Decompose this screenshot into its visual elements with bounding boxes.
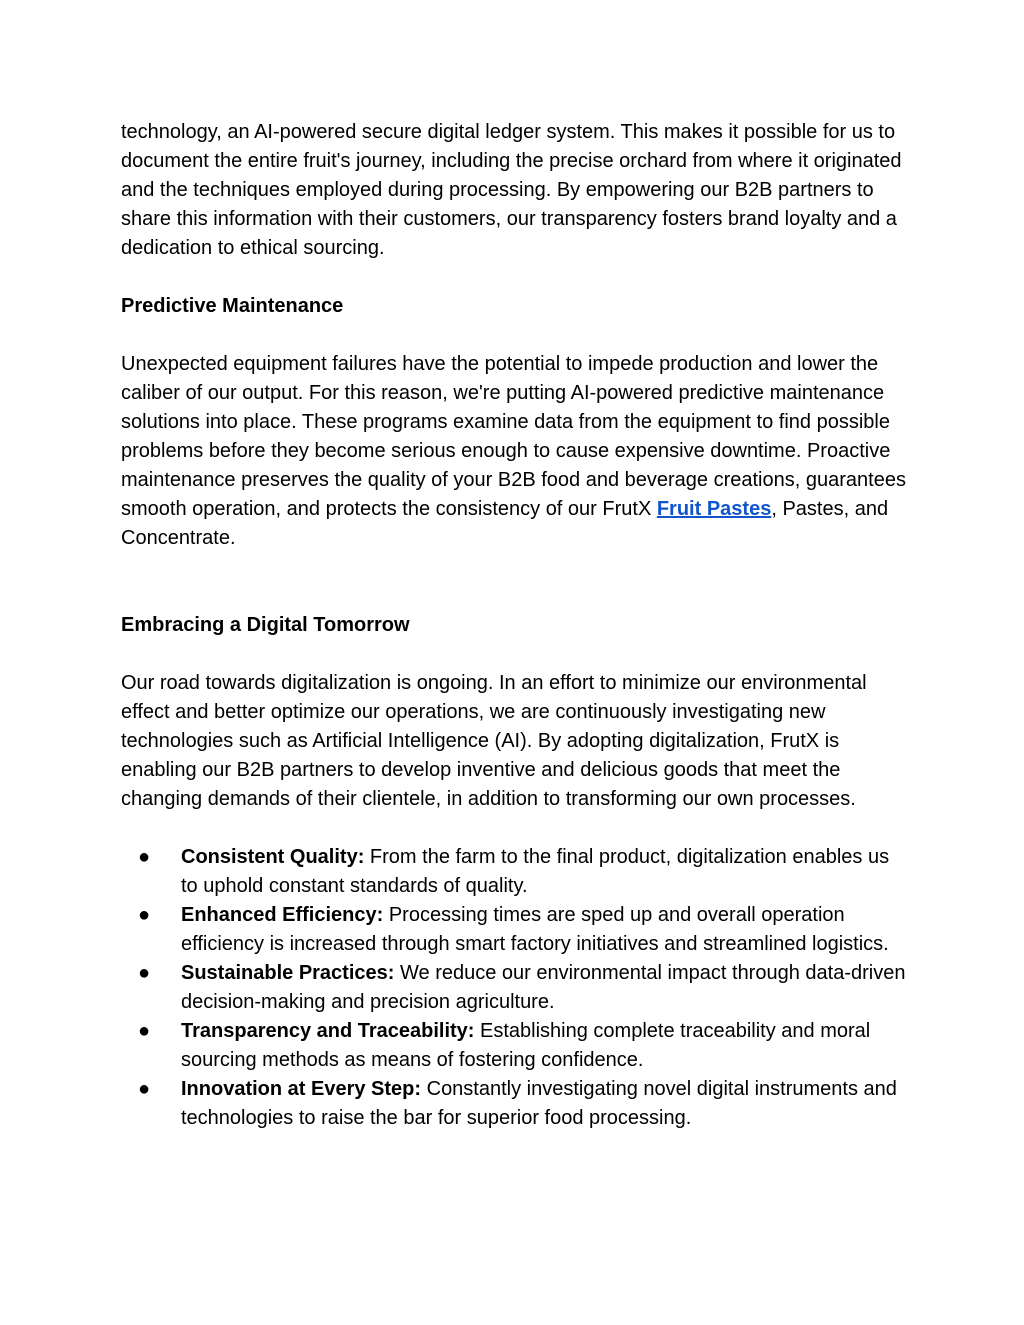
intro-paragraph: technology, an AI-powered secure digital ledger system. This makes it possible for us to document the entire fruit's journey, including the precise orchard from where it originated and the techniques employed during processing. By empowering our B2B partners to share this information with their customers, our transparency fosters brand loyalty and a dedication to ethical sourcing. bbox=[121, 121, 902, 259]
list-item bbox=[121, 843, 911, 901]
bullet-icon: ● bbox=[138, 904, 151, 926]
predictive-body-text-end: , Pastes, and Concentrate. bbox=[121, 498, 889, 549]
list-item-text: From the farm to the final product, digitalization enables us to uphold constant standards of quality. bbox=[181, 846, 890, 897]
list-item-text: We reduce our environmental impact through data-driven decision-making and precision agriculture. bbox=[181, 962, 906, 1013]
list-item-text: Processing times are sped up and overall operation efficiency is increased through smart factory initiatives and streamlined logistics. bbox=[181, 904, 889, 955]
list-item-title: Consistent Quality: bbox=[181, 846, 365, 868]
list-item-title: Sustainable Practices: bbox=[181, 962, 395, 984]
list-item-title: Innovation at Every Step: bbox=[181, 1078, 422, 1100]
fruit-pastes-link[interactable]: Fruit Pastes bbox=[656, 498, 772, 520]
digital-tomorrow-heading: Embracing a Digital Tomorrow bbox=[121, 614, 410, 636]
bullet-icon: ● bbox=[138, 1020, 151, 1042]
bullet-icon: ● bbox=[138, 1078, 151, 1100]
benefits-list bbox=[121, 843, 911, 1133]
list-item bbox=[121, 959, 911, 1017]
bullet-icon: ● bbox=[138, 846, 151, 868]
list-item bbox=[121, 901, 911, 959]
list-item-title: Enhanced Efficiency: bbox=[181, 904, 384, 926]
predictive-body-text: Unexpected equipment failures have the potential to impede production and lower the caliber of our output. For this reason, we're putting AI-powered predictive maintenance solutions into place. These programs examine data from the equipment to find possible problems before they become serious enough to cause expensive downtime. Proactive maintenance preserves the quality of your B2B food and beverage creations, guarantees smooth operation, and protects the consistency of our FrutX bbox=[121, 353, 906, 520]
list-item-text: Establishing complete traceability and moral sourcing methods as means of fostering confidence. bbox=[181, 1020, 871, 1071]
predictive-maintenance-heading: Predictive Maintenance bbox=[121, 295, 344, 317]
list-item bbox=[121, 1017, 911, 1075]
bullet-icon: ● bbox=[138, 962, 151, 984]
list-item bbox=[121, 1075, 911, 1133]
document-page bbox=[121, 118, 911, 1133]
digital-tomorrow-paragraph: Our road towards digitalization is ongoing. In an effort to minimize our environmental effect and better optimize our operations, we are continuously investigating new technologies such as Artificial Intelligence (AI). By adopting digitalization, FrutX is enabling our B2B partners to develop inventive and delicious goods that meet the changing demands of their clientele, in addition to transforming our own processes. bbox=[121, 672, 867, 810]
list-item-title: Transparency and Traceability: bbox=[181, 1020, 475, 1042]
list-item-text: Constantly investigating novel digital instruments and technologies to raise the bar for superior food processing. bbox=[181, 1078, 897, 1129]
predictive-maintenance-paragraph bbox=[121, 350, 911, 553]
